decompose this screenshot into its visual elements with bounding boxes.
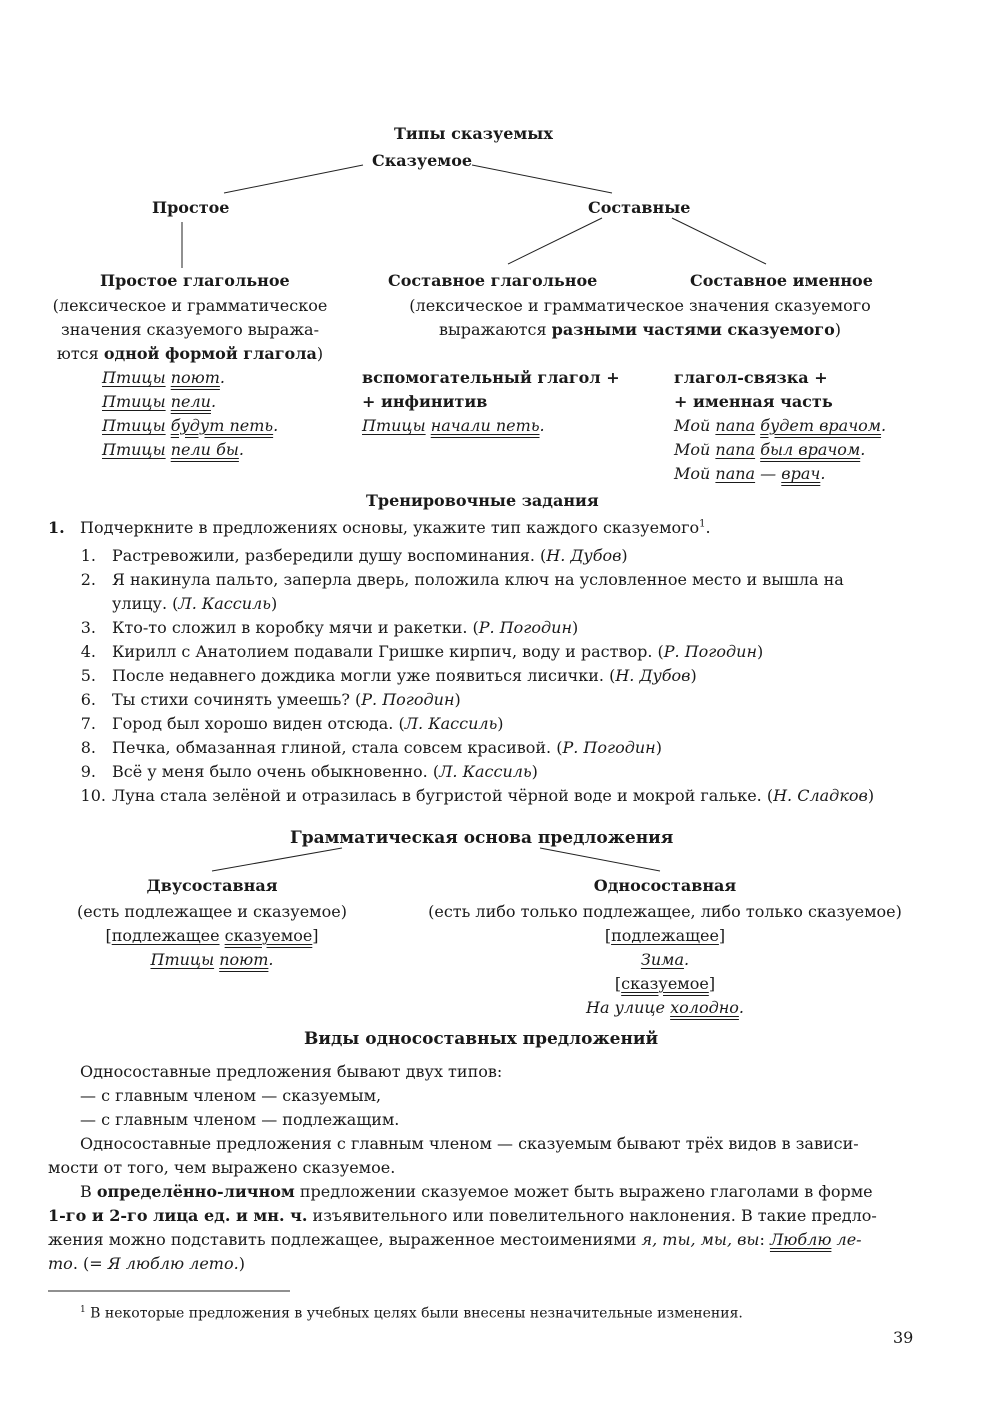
list-item: Всё у меня было очень обыкновенно. (Л. Кассиль): [112, 762, 538, 781]
paragraph-line: жения можно подставить подлежащее, выраженное местоимениями я, ты, мы, вы: Люблю ле-: [48, 1230, 862, 1249]
paragraph-line: В определённо-личном предложении сказуемое может быть выражено глаголами в форме: [80, 1182, 873, 1201]
list-item-number: 9.: [80, 762, 96, 781]
one-part-scheme-subject: [подлежащее]: [604, 926, 726, 945]
list-item: Печка, обмазанная глиной, стала совсем красивой. (Р. Погодин): [112, 738, 662, 757]
paragraph-line: мости от того, чем выражено сказуемое.: [48, 1158, 396, 1177]
list-item-continuation: улицу. (Л. Кассиль): [112, 594, 278, 613]
task-number: 1.: [48, 518, 65, 537]
one-part-scheme-predicate: [сказуемое]: [614, 974, 716, 993]
paragraph-line: то. (= Я люблю лето.): [48, 1254, 245, 1273]
paragraph-line: — с главным членом — подлежащим.: [80, 1110, 400, 1129]
compound-nominal-example: Мой папа — врач.: [674, 464, 826, 483]
line-root-simple: [224, 165, 363, 193]
list-item: Я накинула пальто, заперла дверь, положила ключ на условленное место и вышла на: [112, 570, 844, 589]
list-item-number: 7.: [80, 714, 96, 733]
list-item-number: 4.: [80, 642, 96, 661]
paragraph-line: 1-го и 2-го лица ед. и мн. ч. изъявительного или повелительного наклонения. В такие предло-: [48, 1206, 877, 1225]
list-item-number: 5.: [80, 666, 96, 685]
list-item: Кирилл с Анатолием подавали Гришке кирпич, воду и раствор. (Р. Погодин): [112, 642, 764, 661]
compound-nominal-formula: + именная часть: [674, 392, 833, 411]
node-compound-nominal: Составное именное: [690, 271, 873, 290]
simple-verbal-desc-line: (лексическое и грамматическое: [52, 296, 328, 315]
list-item: Город был хорошо виден отсюда. (Л. Кассиль): [112, 714, 504, 733]
footnote: $^1$ В некоторые предложения в учебных целях были внесены незначительные изменения.: [80, 1305, 743, 1322]
paragraph-line: — с главным членом — сказуемым,: [80, 1086, 382, 1105]
page-number: 39: [893, 1328, 914, 1347]
list-item-number: 6.: [80, 690, 96, 709]
list-item-number: 10.: [80, 786, 106, 805]
node-compound: Составные: [588, 198, 691, 217]
simple-verbal-desc-line: ются одной формой глагола): [56, 344, 324, 363]
node-simple: Простое: [152, 198, 230, 217]
two-part-example: Птицы поют.: [150, 950, 274, 969]
line-compound-verbal: [508, 218, 602, 264]
section-title-exercises: Тренировочные задания: [366, 491, 599, 510]
section-title-predicate-types: Типы сказуемых: [394, 124, 553, 143]
node-predicate: Сказуемое: [372, 151, 473, 170]
one-part-desc: (есть либо только подлежащее, либо только сказуемое): [428, 902, 902, 921]
section-title-grammatical-base: Грамматическая основа предложения: [290, 828, 674, 848]
simple-verbal-desc-line: значения сказуемого выража-: [61, 320, 319, 339]
node-simple-verbal: Простое глагольное: [100, 271, 290, 290]
compound-desc-line: (лексическое и грамматическое значения сказуемого: [409, 296, 871, 315]
list-item-number: 2.: [80, 570, 96, 589]
compound-verbal-example: Птицы начали петь.: [362, 416, 545, 435]
task-instruction: Подчеркните в предложениях основы, укажите тип каждого сказуемого$^1$.: [80, 518, 711, 537]
compound-nominal-example: Мой папа был врачом.: [674, 440, 866, 459]
paragraph-line: Односоставные предложения с главным членом — сказуемым бывают трёх видов в зависи-: [80, 1134, 859, 1153]
list-item: После недавнего дождика могли уже появиться лисички. (Н. Дубов): [112, 666, 697, 685]
one-part-example-subject: Зима.: [640, 950, 690, 969]
list-item: Кто-то сложил в коробку мячи и ракетки. (Р. Погодин): [112, 618, 579, 637]
one-part-example-predicate: На улице холодно.: [586, 998, 744, 1017]
node-one-part: Односоставная: [593, 876, 737, 895]
simple-verbal-example: Птицы будут петь.: [102, 416, 279, 435]
simple-verbal-example: Птицы поют.: [102, 368, 226, 387]
list-item: Ты стихи сочинять умеешь? (Р. Погодин): [112, 690, 461, 709]
node-two-part: Двусоставная: [146, 876, 278, 895]
list-item-number: 3.: [80, 618, 96, 637]
line-base-two-part: [212, 848, 342, 871]
section-title-one-part-types: Виды односоставных предложений: [304, 1029, 659, 1049]
line-root-compound: [472, 165, 612, 193]
simple-verbal-example: Птицы пели бы.: [102, 440, 244, 459]
paragraph-line: Односоставные предложения бывают двух типов:: [80, 1062, 503, 1081]
node-compound-verbal: Составное глагольное: [388, 271, 598, 290]
line-base-one-part: [540, 848, 660, 871]
list-item-number: 1.: [80, 546, 96, 565]
compound-verbal-formula: вспомогательный глагол +: [362, 368, 620, 387]
list-item: Растревожили, разбередили душу воспоминания. (Н. Дубов): [112, 546, 628, 565]
compound-nominal-formula: глагол-связка +: [674, 368, 828, 387]
simple-verbal-example: Птицы пели.: [102, 392, 217, 411]
list-item: Луна стала зелёной и отразилась в бугристой чёрной воде и мокрой гальке. (Н. Сладков): [112, 786, 875, 805]
two-part-desc: (есть подлежащее и сказуемое): [77, 902, 347, 921]
list-item-number: 8.: [80, 738, 96, 757]
compound-nominal-example: Мой папа будет врачом.: [674, 416, 887, 435]
compound-desc-line: выражаются разными частями сказуемого): [438, 320, 842, 339]
two-part-scheme: [подлежащее сказуемое]: [105, 926, 319, 945]
line-compound-nominal: [672, 218, 766, 264]
compound-verbal-formula: + инфинитив: [362, 392, 488, 411]
